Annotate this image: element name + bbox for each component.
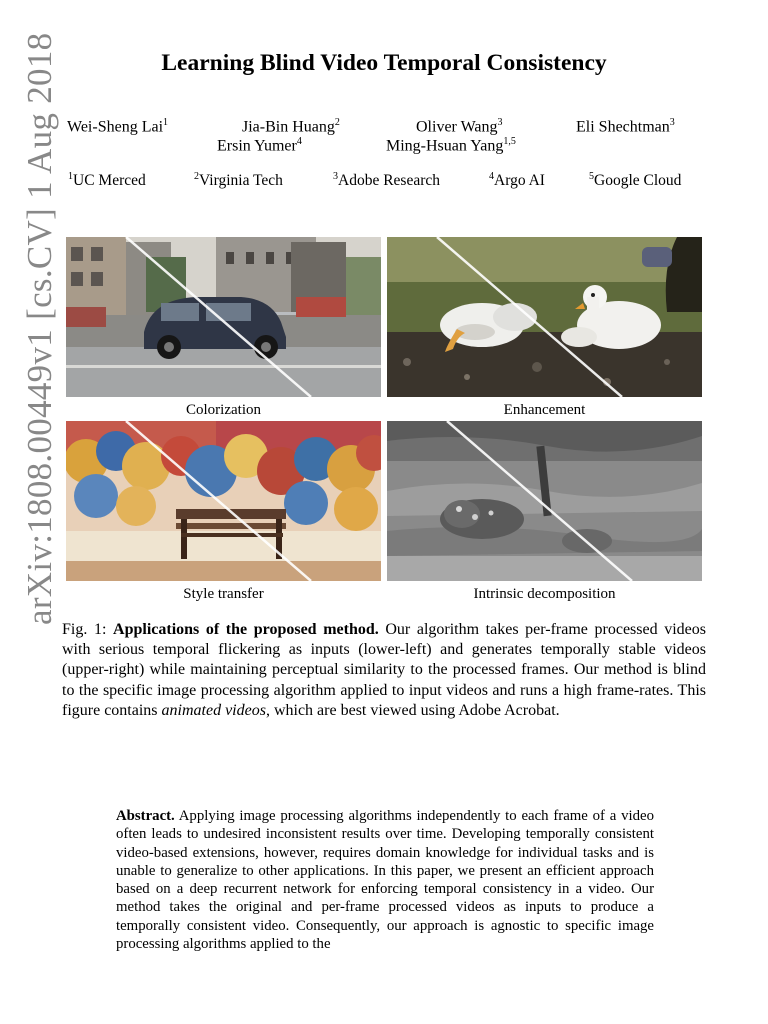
style-transfer-image: [66, 421, 381, 581]
affiliation-3: $^3$Adobe Research: [333, 171, 440, 190]
affiliation-5: $^5$Google Cloud: [589, 171, 682, 190]
style-transfer-label: Style transfer: [183, 586, 264, 602]
enhancement-label: Enhancement: [503, 402, 586, 418]
affiliation-2: $^2$Virginia Tech: [194, 171, 283, 190]
intrinsic-decomposition-image: [387, 421, 702, 581]
author-5: Ersin Yumer$^4$: [217, 136, 302, 155]
figure-caption: Fig. 1: Applications of the proposed method. Our algorithm takes per-frame processed videos with serious temporal flickering as inputs (lower-left) and generates temporally stable videos (upper-right) while maintaining perceptual similarity to the processed frames. Our method is blind to the specific image processing algorithm applied to input videos and runs a high frame-rates. This figure contains animated videos, which are best viewed using Adobe Acrobat.: [62, 621, 706, 719]
author-2: Jia-Bin Huang$^2$: [242, 117, 340, 136]
arxiv-stamp: arXiv:1808.00449v1 [cs.CV] 1 Aug 2018: [20, 32, 59, 625]
author-6: Ming-Hsuan Yang$^{1,5}$: [386, 136, 516, 155]
author-3: Oliver Wang$^3$: [416, 117, 503, 136]
colorization-label: Colorization: [186, 402, 261, 418]
affiliation-1: $^1$UC Merced: [68, 171, 146, 190]
affiliation-4: $^4$Argo AI: [489, 171, 545, 190]
author-1: Wei-Sheng Lai$^1$: [67, 117, 169, 136]
enhancement-image: [387, 237, 702, 397]
abstract: Abstract. Applying image processing algorithms independently to each frame of a video often leads to undesired inconsistent results over time. Developing temporally consistent video-based extensions, however, requires domain knowledge for individual tasks and is unable to generalize to other applications. In this paper, we present an efficient approach based on a deep recurrent network for enforcing temporal consistency in a video. Our method takes the original and per-frame processed videos as inputs to produce a temporally consistent video. Consequently, our approach is agnostic to specific image processing algorithms applied to the: [116, 808, 654, 953]
colorization-image: [66, 237, 381, 397]
intrinsic-decomposition-label: Intrinsic decomposition: [473, 586, 616, 602]
author-4: Eli Shechtman$^3$: [576, 117, 675, 136]
paper-title: Learning Blind Video Temporal Consistency: [161, 50, 607, 76]
